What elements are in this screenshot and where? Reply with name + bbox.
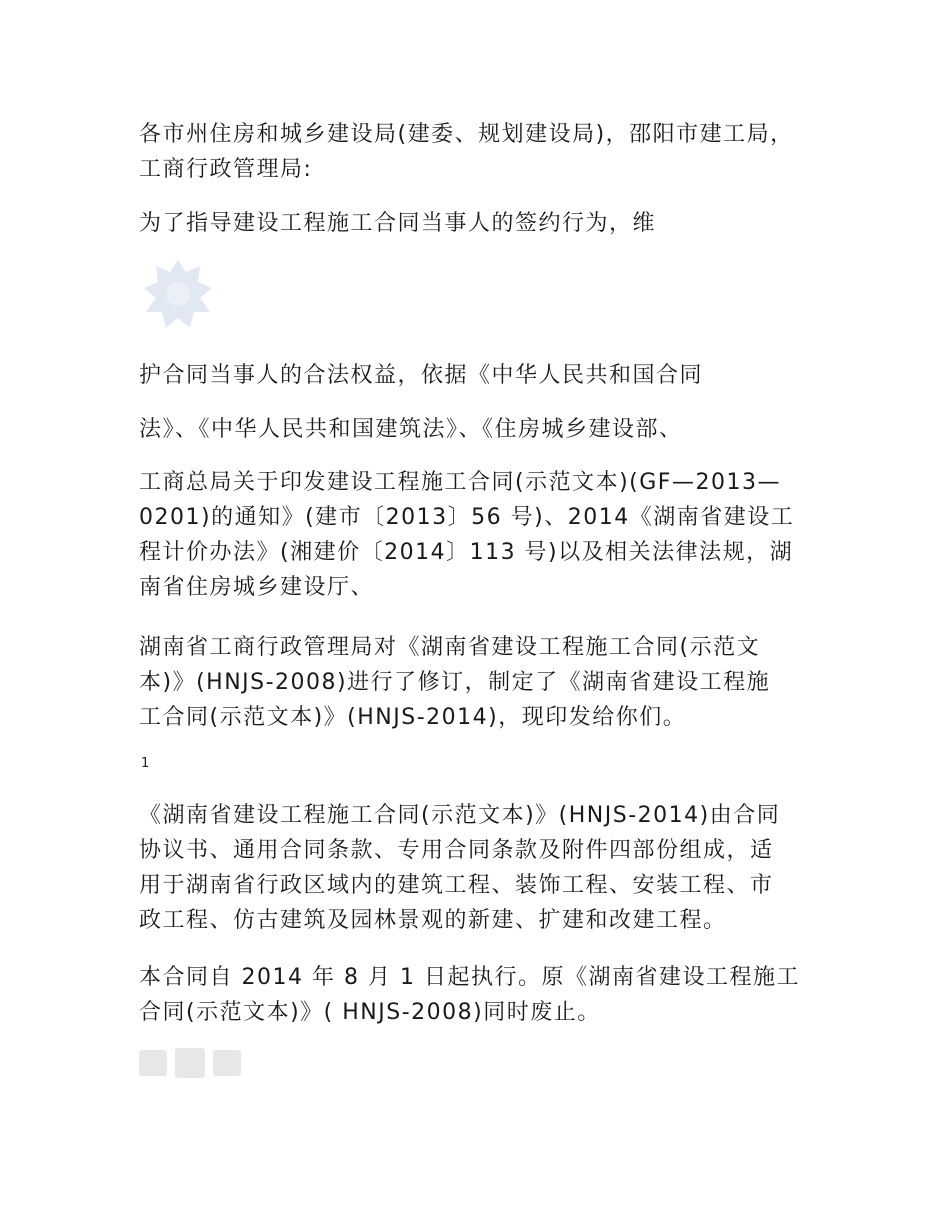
text-line: 为了指导建设工程施工合同当事人的签约行为，维 <box>139 211 657 236</box>
text-line: 工商行政管理局: <box>139 157 313 182</box>
text-line: 工合同(示范文本)》(HNJS-2014)，现印发给你们。 <box>139 705 687 730</box>
text-line: 协议书、通用合同条款、专用合同条款及附件四部份组成，适 <box>139 838 774 863</box>
paragraph-3 <box>139 412 829 447</box>
text-line: 用于湖南省行政区域内的建筑工程、装饰工程、安装工程、市 <box>139 873 774 898</box>
paragraph-4 <box>139 465 829 605</box>
text-line: 本合同自 2014 年 8 月 1 日起执行。原《湖南省建设工程施工 <box>139 965 800 990</box>
paragraph-7 <box>139 960 829 1030</box>
text-line: 法》、《中华人民共和国建筑法》、《住房城乡建设部、 <box>139 417 683 442</box>
paragraph-6 <box>139 798 829 938</box>
paragraph-2 <box>139 358 829 393</box>
text-line: 湖南省工商行政管理局对《湖南省建设工程施工合同(示范文 <box>139 635 761 660</box>
text-line: 0201)的通知》(建市〔2013〕56 号)、2014《湖南省建设工 <box>139 505 795 530</box>
paragraph-5 <box>139 630 829 735</box>
text-line: 各市州住房和城乡建设局(建委、规划建设局)，邵阳市建工局， <box>139 122 794 147</box>
text-line: 工商总局关于印发建设工程施工合同(示范文本)(GF—2013— <box>139 470 781 495</box>
faded-emblem-icon <box>140 258 216 332</box>
text-line: 政工程、仿古建筑及园林景观的新建、扩建和改建工程。 <box>139 908 727 933</box>
text-line: 《湖南省建设工程施工合同(示范文本)》(HNJS-2014)由合同 <box>139 803 781 828</box>
salutation <box>139 117 829 187</box>
text-line: 护合同当事人的合法权益，依据《中华人民共和国合同 <box>139 363 704 388</box>
faded-stamp-icon <box>137 1044 245 1082</box>
text-line: 本)》(HNJS-2008)进行了修订，制定了《湖南省建设工程施 <box>139 670 771 695</box>
text-line: 南省住房城乡建设厅、 <box>139 575 375 600</box>
text-line: 程计价办法》(湘建价〔2014〕113 号)以及相关法律法规，湖 <box>139 540 794 565</box>
paragraph-1 <box>139 206 829 241</box>
page-number: 1 <box>141 756 150 771</box>
text-line: 合同(示范文本)》( HNJS-2008)同时废止。 <box>139 1000 601 1025</box>
